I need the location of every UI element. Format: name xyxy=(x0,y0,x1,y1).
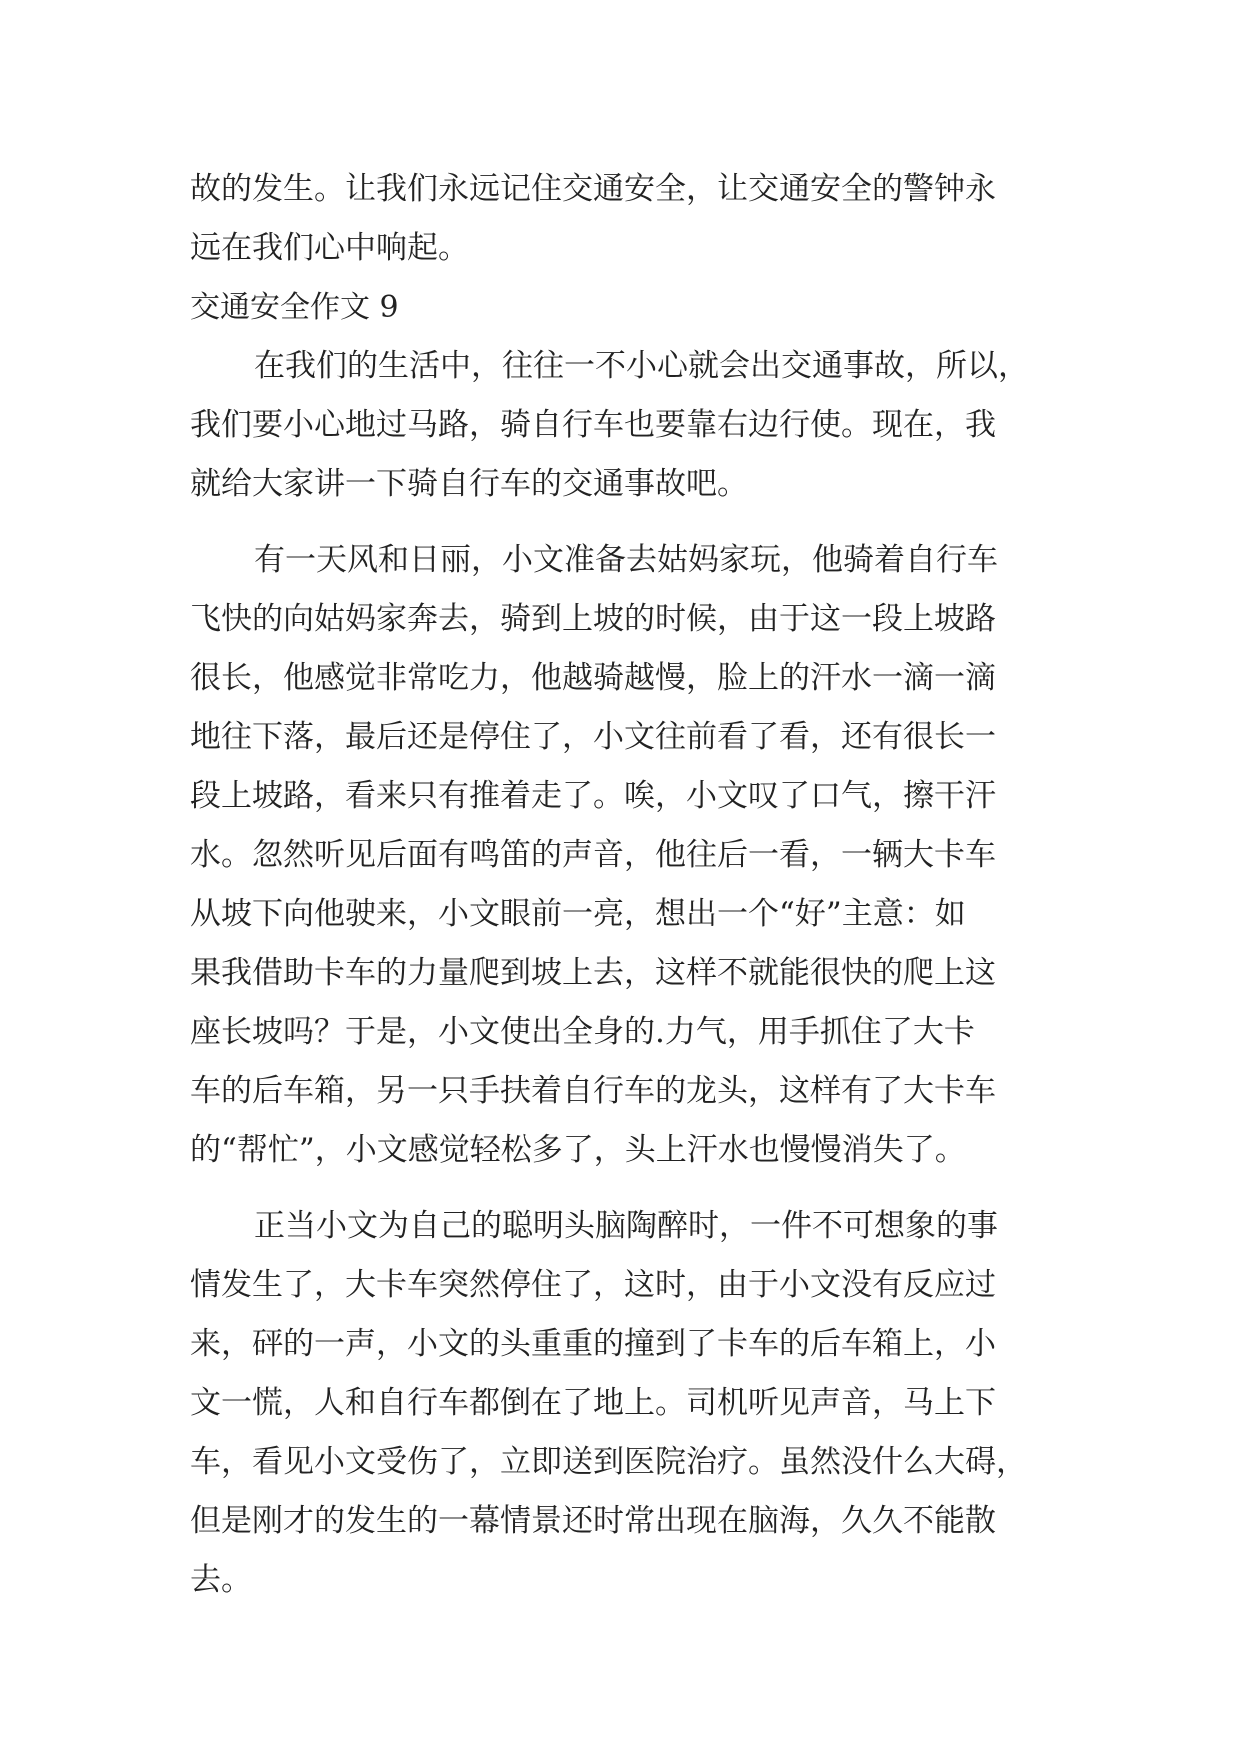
paragraph-line: 但是刚才的发生的一幕情景还时常出现在脑海，久久不能散 xyxy=(190,1503,996,1539)
paragraph-line: 有一天风和日丽，小文准备去姑妈家玩，他骑着自行车 xyxy=(254,542,998,578)
paragraph-line: 车，看见小文受伤了，立即送到医院治疗。虽然没什么大碍， xyxy=(190,1444,1027,1480)
paragraph-line: 来，砰的一声，小文的头重重的撞到了卡车的后车箱上，小 xyxy=(190,1326,996,1362)
intro-line: 远在我们心中响起。 xyxy=(190,230,469,266)
paragraph-line: 地往下落，最后还是停住了，小文往前看了看，还有很长一 xyxy=(190,719,996,755)
intro-line: 故的发生。让我们永远记住交通安全，让交通安全的警钟永 xyxy=(190,171,996,207)
paragraph-line: 段上坡路，看来只有推着走了。唉，小文叹了口气，擦干汗 xyxy=(190,778,996,814)
paragraph-line: 座长坡吗？于是，小文使出全身的.力气，用手抓住了大卡 xyxy=(190,1014,975,1050)
paragraph-line: 很长，他感觉非常吃力，他越骑越慢，脸上的汗水一滴一滴 xyxy=(190,660,996,696)
paragraph-line: 从坡下向他驶来，小文眼前一亮，想出一个“好”主意：如 xyxy=(190,896,966,932)
essay-heading: 交通安全作文 9 xyxy=(190,290,399,325)
paragraph-line: 果我借助卡车的力量爬到坡上去，这样不就能很快的爬上这 xyxy=(190,955,996,991)
paragraph-line: 我们要小心地过马路，骑自行车也要靠右边行使。现在，我 xyxy=(190,407,996,443)
paragraph-line: 车的后车箱，另一只手扶着自行车的龙头，这样有了大卡车 xyxy=(190,1073,996,1109)
paragraph-line: 去。 xyxy=(190,1562,252,1598)
paragraph-line: 水。忽然听见后面有鸣笛的声音，他往后一看，一辆大卡车 xyxy=(190,837,996,873)
paragraph-line: 就给大家讲一下骑自行车的交通事故吧。 xyxy=(190,466,748,502)
paragraph-line: 的“帮忙”，小文感觉轻松多了，头上汗水也慢慢消失了。 xyxy=(190,1132,966,1168)
paragraph-line: 文一慌，人和自行车都倒在了地上。司机听见声音，马上下 xyxy=(190,1385,996,1421)
paragraph-gap xyxy=(190,1180,1052,1197)
paragraph-line: 情发生了，大卡车突然停住了，这时，由于小文没有反应过 xyxy=(190,1267,996,1303)
document-body xyxy=(190,160,1052,1610)
paragraph-line: 飞快的向姑妈家奔去，骑到上坡的时候，由于这一段上坡路 xyxy=(190,601,996,637)
paragraph-gap xyxy=(190,514,1052,531)
paragraph-line: 正当小文为自己的聪明头脑陶醉时，一件不可想象的事 xyxy=(254,1208,998,1244)
paragraph-line: 在我们的生活中，往往一不小心就会出交通事故，所以， xyxy=(254,348,1029,384)
